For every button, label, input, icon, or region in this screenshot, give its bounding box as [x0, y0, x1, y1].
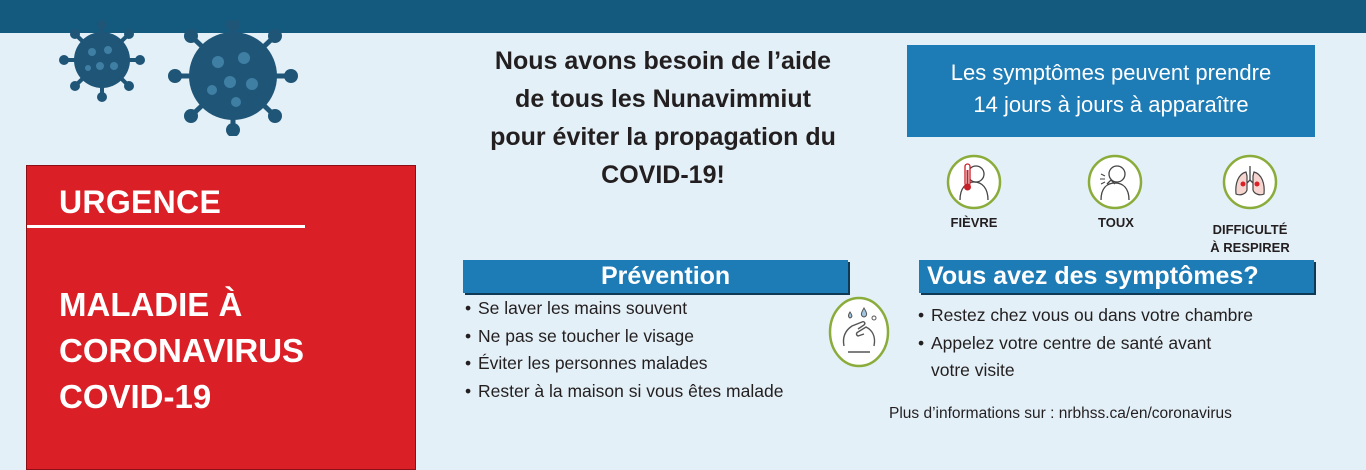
disease-line-2: CORONAVIRUS [59, 332, 305, 369]
symptoms-incubation-banner [907, 45, 1315, 137]
prevention-title: Prévention [601, 262, 731, 290]
headline [440, 42, 886, 194]
urgent-title: URGENCE [59, 184, 222, 220]
incubation-line-1: Les symptômes peuvent prendre [950, 60, 1272, 85]
list-item: • Se laver les mains souvent [465, 295, 845, 323]
handwashing-icon [828, 296, 890, 368]
list-item: • Ne pas se toucher le visage [465, 323, 845, 351]
bullet: • [918, 305, 925, 325]
disease-line-3: COVID-19 [59, 378, 212, 415]
headline-line-3: pour éviter la propagation du [490, 123, 836, 151]
breathing-label-line-2: À RESPIRER [1210, 240, 1290, 255]
headline-line-1: Nous avons besoin de l’aide [494, 47, 832, 75]
list-item-continuation: votre visite [931, 360, 1015, 380]
incubation-line-2: 14 jours à jours à apparaître [973, 92, 1249, 117]
list-item: • Éviter les personnes malades [465, 350, 845, 378]
list-item: • Appelez votre centre de santé avant [918, 330, 1328, 358]
prevention-list [465, 295, 845, 405]
disease-line-1: MALADIE À [59, 286, 243, 323]
headline-line-2: de tous les Nunavimmiut [515, 85, 811, 113]
list-item: • Rester à la maison si vous êtes malade [465, 378, 845, 406]
headline-line-4: COVID-19! [601, 161, 725, 189]
bullet: • [465, 298, 472, 318]
urgent-divider [27, 225, 305, 228]
breathing-label-line-1: DIFFICULTÉ [1212, 222, 1288, 237]
urgent-panel [26, 165, 416, 470]
thermometer-person-icon [946, 154, 1002, 210]
list-item: • Restez chez vous ou dans votre chambre [918, 302, 1328, 330]
virus-large-icon [160, 20, 306, 136]
symptom-fever-label: FIÈVRE [950, 215, 998, 230]
virus-small-icon [56, 20, 148, 102]
symptoms-action-header [919, 260, 1314, 293]
symptoms-action-list [918, 302, 1328, 385]
disease-name [59, 282, 304, 420]
more-info-link[interactable]: Plus d’informations sur : nrbhss.ca/en/coronavirus [889, 405, 1232, 422]
bullet: • [465, 353, 472, 373]
cough-person-icon [1087, 154, 1143, 210]
lungs-icon [1222, 154, 1278, 210]
prevention-header [463, 260, 848, 293]
bullet: • [465, 380, 472, 401]
symptoms-action-title: Vous avez des symptômes? [927, 262, 1259, 290]
bullet: • [465, 325, 472, 346]
bullet: • [918, 332, 925, 353]
symptom-breathing-label [1198, 221, 1302, 257]
symptom-cough-label: TOUX [1098, 215, 1134, 230]
